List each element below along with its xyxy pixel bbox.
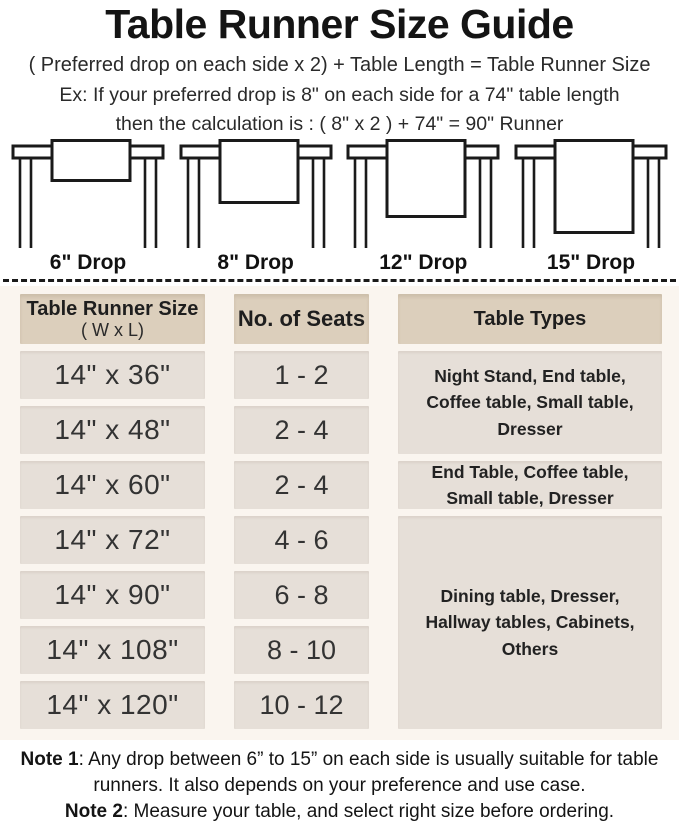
table-row-size: 14" x 120" [20,681,205,729]
table-illustration-6in [10,139,166,279]
size-table [20,294,679,729]
table-row-size: 14" x 48" [20,406,205,454]
table-runner-diagram-icon [10,139,166,248]
table-illustration-12in [345,139,501,279]
formula-line: ( Preferred drop on each side x 2) + Table Length = Table Runner Size [28,54,651,76]
table-row-seats: 1 - 2 [234,351,369,399]
example-line-2: then the calculation is : ( 8" x 2 ) + 74" = 90" Runner [115,113,564,135]
table-types-cell: End Table, Coffee table, Small table, Dresser [398,461,662,509]
drop-label: 6" Drop [49,251,127,274]
table-types-cell: Night Stand, End table, Coffee table, Small table, Dresser [398,351,662,454]
table-illustration-15in [513,139,669,279]
drop-label: 12" Drop [379,251,468,274]
column-header-size [20,294,205,344]
table-runner-diagram-icon [513,139,669,248]
table-runner-diagram-icon [178,139,334,248]
drop-illustrations [0,136,679,279]
page-title: Table Runner Size Guide [105,1,574,47]
table-runner-diagram-icon [345,139,501,248]
table-row-seats: 6 - 8 [234,571,369,619]
table-row-seats: 2 - 4 [234,461,369,509]
note-2: Note 2: Measure your table, and select right size before ordering. [64,801,615,823]
table-row-seats: 4 - 6 [234,516,369,564]
drop-label: 8" Drop [217,251,294,274]
table-row-size: 14" x 90" [20,571,205,619]
size-header-subtitle: ( W x L) [81,319,144,340]
dashed-divider [3,279,676,282]
table-row-seats: 10 - 12 [234,681,369,729]
column-header-seats: No. of Seats [234,294,369,344]
note-1: Note 1: Any drop between 6” to 15” on each side is usually suitable for table runners. It also depends on your preference and use case. [20,749,659,797]
table-row-size: 14" x 60" [20,461,205,509]
table-row-size: 14" x 108" [20,626,205,674]
column-header-types: Table Types [398,294,662,344]
table-row-size: 14" x 36" [20,351,205,399]
footer-notes [0,740,679,825]
table-illustration-8in [178,139,334,279]
table-types-cell: Dining table, Dresser, Hallway tables, Cabinets, Others [398,516,662,729]
example-line-1: Ex: If your preferred drop is 8" on each side for a 74" table length [59,84,620,106]
table-row-seats: 2 - 4 [234,406,369,454]
size-table-block [0,286,679,740]
table-row-seats: 8 - 10 [234,626,369,674]
guide-header [0,0,679,136]
table-row-size: 14" x 72" [20,516,205,564]
size-header-title: Table Runner Size [26,297,199,320]
drop-label: 15" Drop [546,251,636,274]
